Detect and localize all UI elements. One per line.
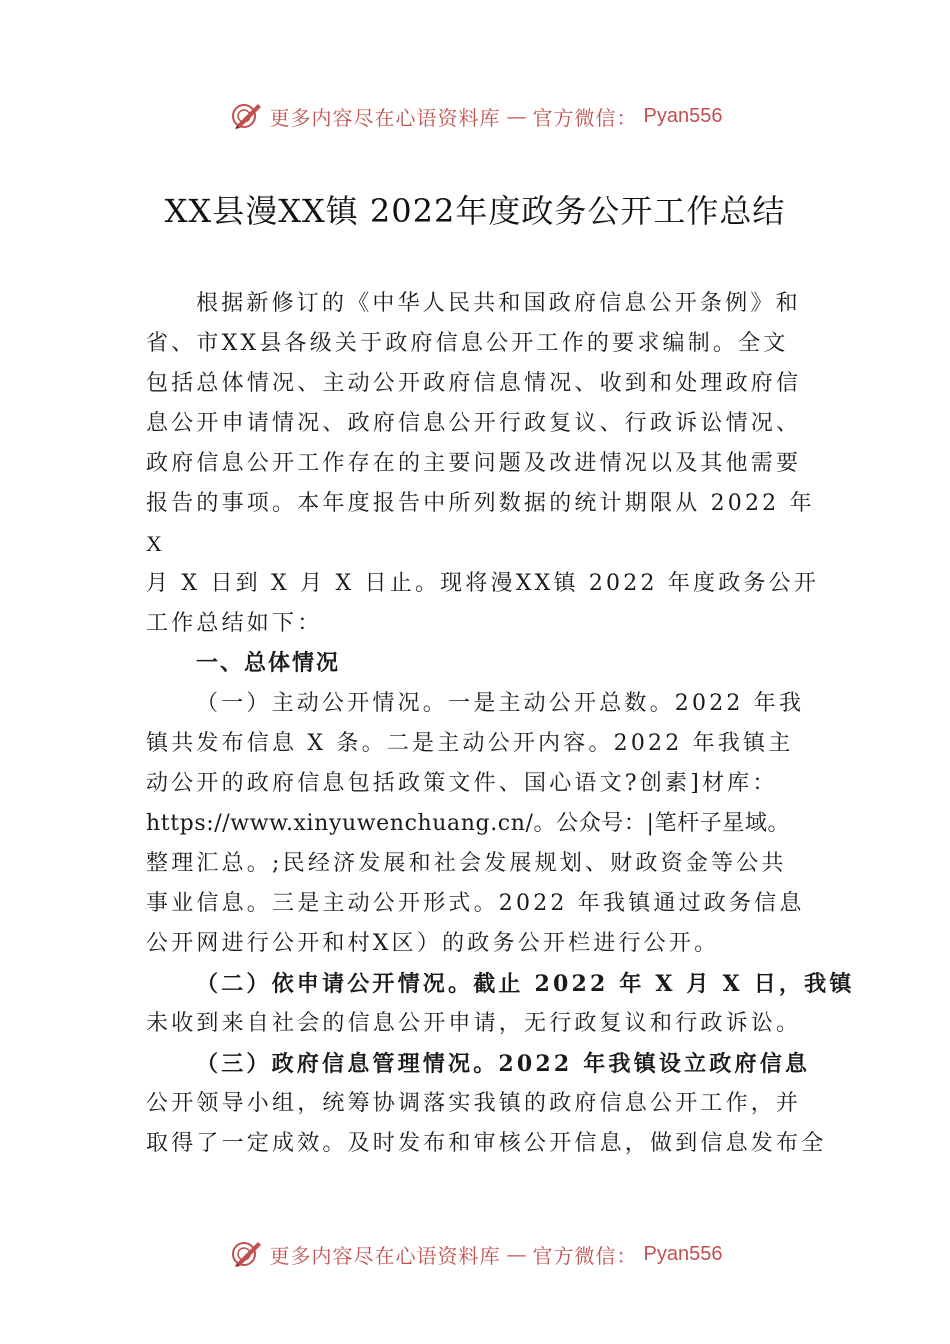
body-line: 未收到来自社会的信息公开申请，无行政复议和行政诉讼。	[146, 1011, 802, 1036]
watermark-separator: —	[506, 1242, 527, 1266]
watermark-text: 更多内容尽在心语资料库	[269, 105, 501, 130]
body-line: https://www.xinyuwenchuang.cn/。公众号：|笔杆子星域。	[146, 811, 791, 836]
body-line: 月 X 日到 X 月 X 日止。现将漫XX镇 2022 年度政务公开	[146, 571, 820, 596]
body-line: 息公开申请情况、政府信息公开行政复议、行政诉讼情况、	[146, 411, 802, 436]
body-line: （一）主动公开情况。一是主动公开总数。2022 年我	[196, 691, 805, 716]
body-line: 镇共发布信息 X 条。二是主动公开内容。2022 年我镇主	[146, 731, 794, 756]
body-line: （二）依申请公开情况。截止 2022 年 X 月 X 日，我镇	[196, 971, 855, 997]
body-line: X	[146, 531, 163, 556]
section-heading: 一、总体情况	[196, 651, 341, 676]
body-line: 包括总体情况、主动公开政府信息情况、收到和处理政府信	[146, 371, 802, 396]
watermark-header	[0, 96, 950, 136]
watermark-separator: —	[506, 104, 527, 128]
watermark-label: 官方微信：	[532, 105, 638, 130]
body-line: 公开网进行公开和村X区）的政务公开栏进行公开。	[146, 931, 720, 956]
body-line: 根据新修订的《中华人民共和国政府信息公开条例》和	[196, 291, 801, 316]
body-line: （三）政府信息管理情况。2022 年我镇设立政府信息	[196, 1051, 811, 1077]
pen-logo-icon	[228, 98, 264, 134]
body-line: 报告的事项。本年度报告中所列数据的统计期限从 2022 年	[146, 491, 815, 516]
watermark-text: 更多内容尽在心语资料库	[269, 1243, 501, 1268]
body-line: 工作总结如下：	[146, 611, 323, 636]
body-line: 动公开的政府信息包括政策文件、国心语文?创素]材库：	[146, 771, 778, 796]
watermark-handle: Pyan556	[643, 104, 723, 127]
body-line: 取得了一定成效。及时发布和审核公开信息，做到信息发布全	[146, 1131, 827, 1156]
pen-logo-icon	[228, 1236, 264, 1272]
body-line: 事业信息。三是主动公开形式。2022 年我镇通过政务信息	[146, 891, 805, 916]
body-line: 整理汇总。;民经济发展和社会发展规划、财政资金等公共	[146, 851, 787, 876]
watermark-footer	[0, 1234, 950, 1274]
watermark-handle: Pyan556	[643, 1242, 723, 1265]
document-title: XX县漫XX镇 2022年度政务公开工作总结	[164, 192, 786, 230]
watermark-label: 官方微信：	[532, 1243, 638, 1268]
document-body	[146, 284, 855, 1164]
body-line: 政府信息公开工作存在的主要问题及改进情况以及其他需要	[146, 451, 802, 476]
body-line: 省、市XX县各级关于政府信息公开工作的要求编制。全文	[146, 331, 789, 356]
body-line: 公开领导小组，统筹协调落实我镇的政府信息公开工作，并	[146, 1091, 802, 1116]
